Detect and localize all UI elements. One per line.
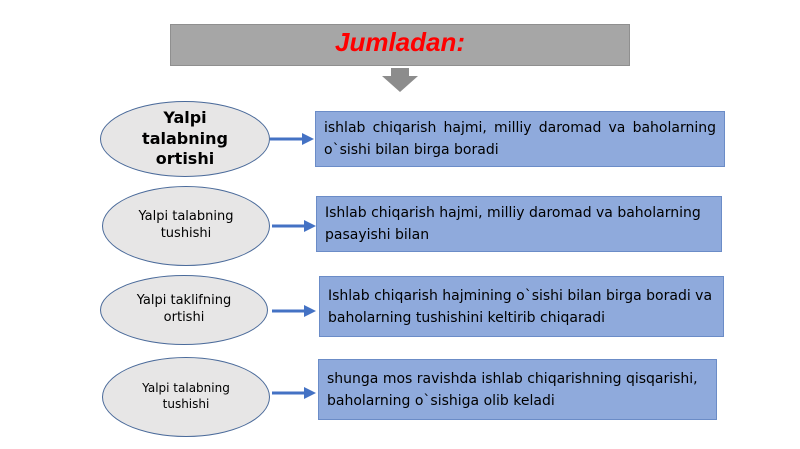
oval-yalpi-talabning-ortishi [100,101,270,177]
down-arrow-icon [382,68,418,92]
right-arrow-icon [270,133,314,145]
oval-label: Yalpi talabning tushishi [138,209,234,241]
description-box [319,276,724,337]
description-text: shunga mos ravishda ishlab chiqarishning qisqarishi, baholarning o`sishiga olib keladi [327,370,698,409]
oval-yalpi-taklifning-ortishi [100,275,268,345]
description-box [318,359,717,420]
description-text: ishlab chiqarish hajmi, milliy daromad va baholarning o`sishi bilan birga boradi [324,120,716,158]
right-arrow-icon [272,220,316,232]
description-box [316,196,722,252]
title-bar [170,24,630,66]
oval-label: Yalpi talabning tushishi [142,381,230,411]
right-arrow-icon [272,387,316,399]
right-arrow-icon [272,305,316,317]
oval-label: Yalpi taklifning ortishi [136,293,232,325]
description-box [315,111,725,167]
description-text: Ishlab chiqarish hajmi, milliy daromad va baholarning pasayishi bilan [325,205,701,243]
oval-yalpi-talabning-tushishi [102,186,270,266]
oval-label: Yalpi talabning ortishi [142,107,228,169]
diagram-title: Jumladan: [334,27,466,57]
oval-yalpi-talabning-tushishi-2 [102,357,270,437]
description-text: Ishlab chiqarish hajmining o`sishi bilan birga boradi va baholarning tushishini keltirib chiqaradi [328,287,713,326]
